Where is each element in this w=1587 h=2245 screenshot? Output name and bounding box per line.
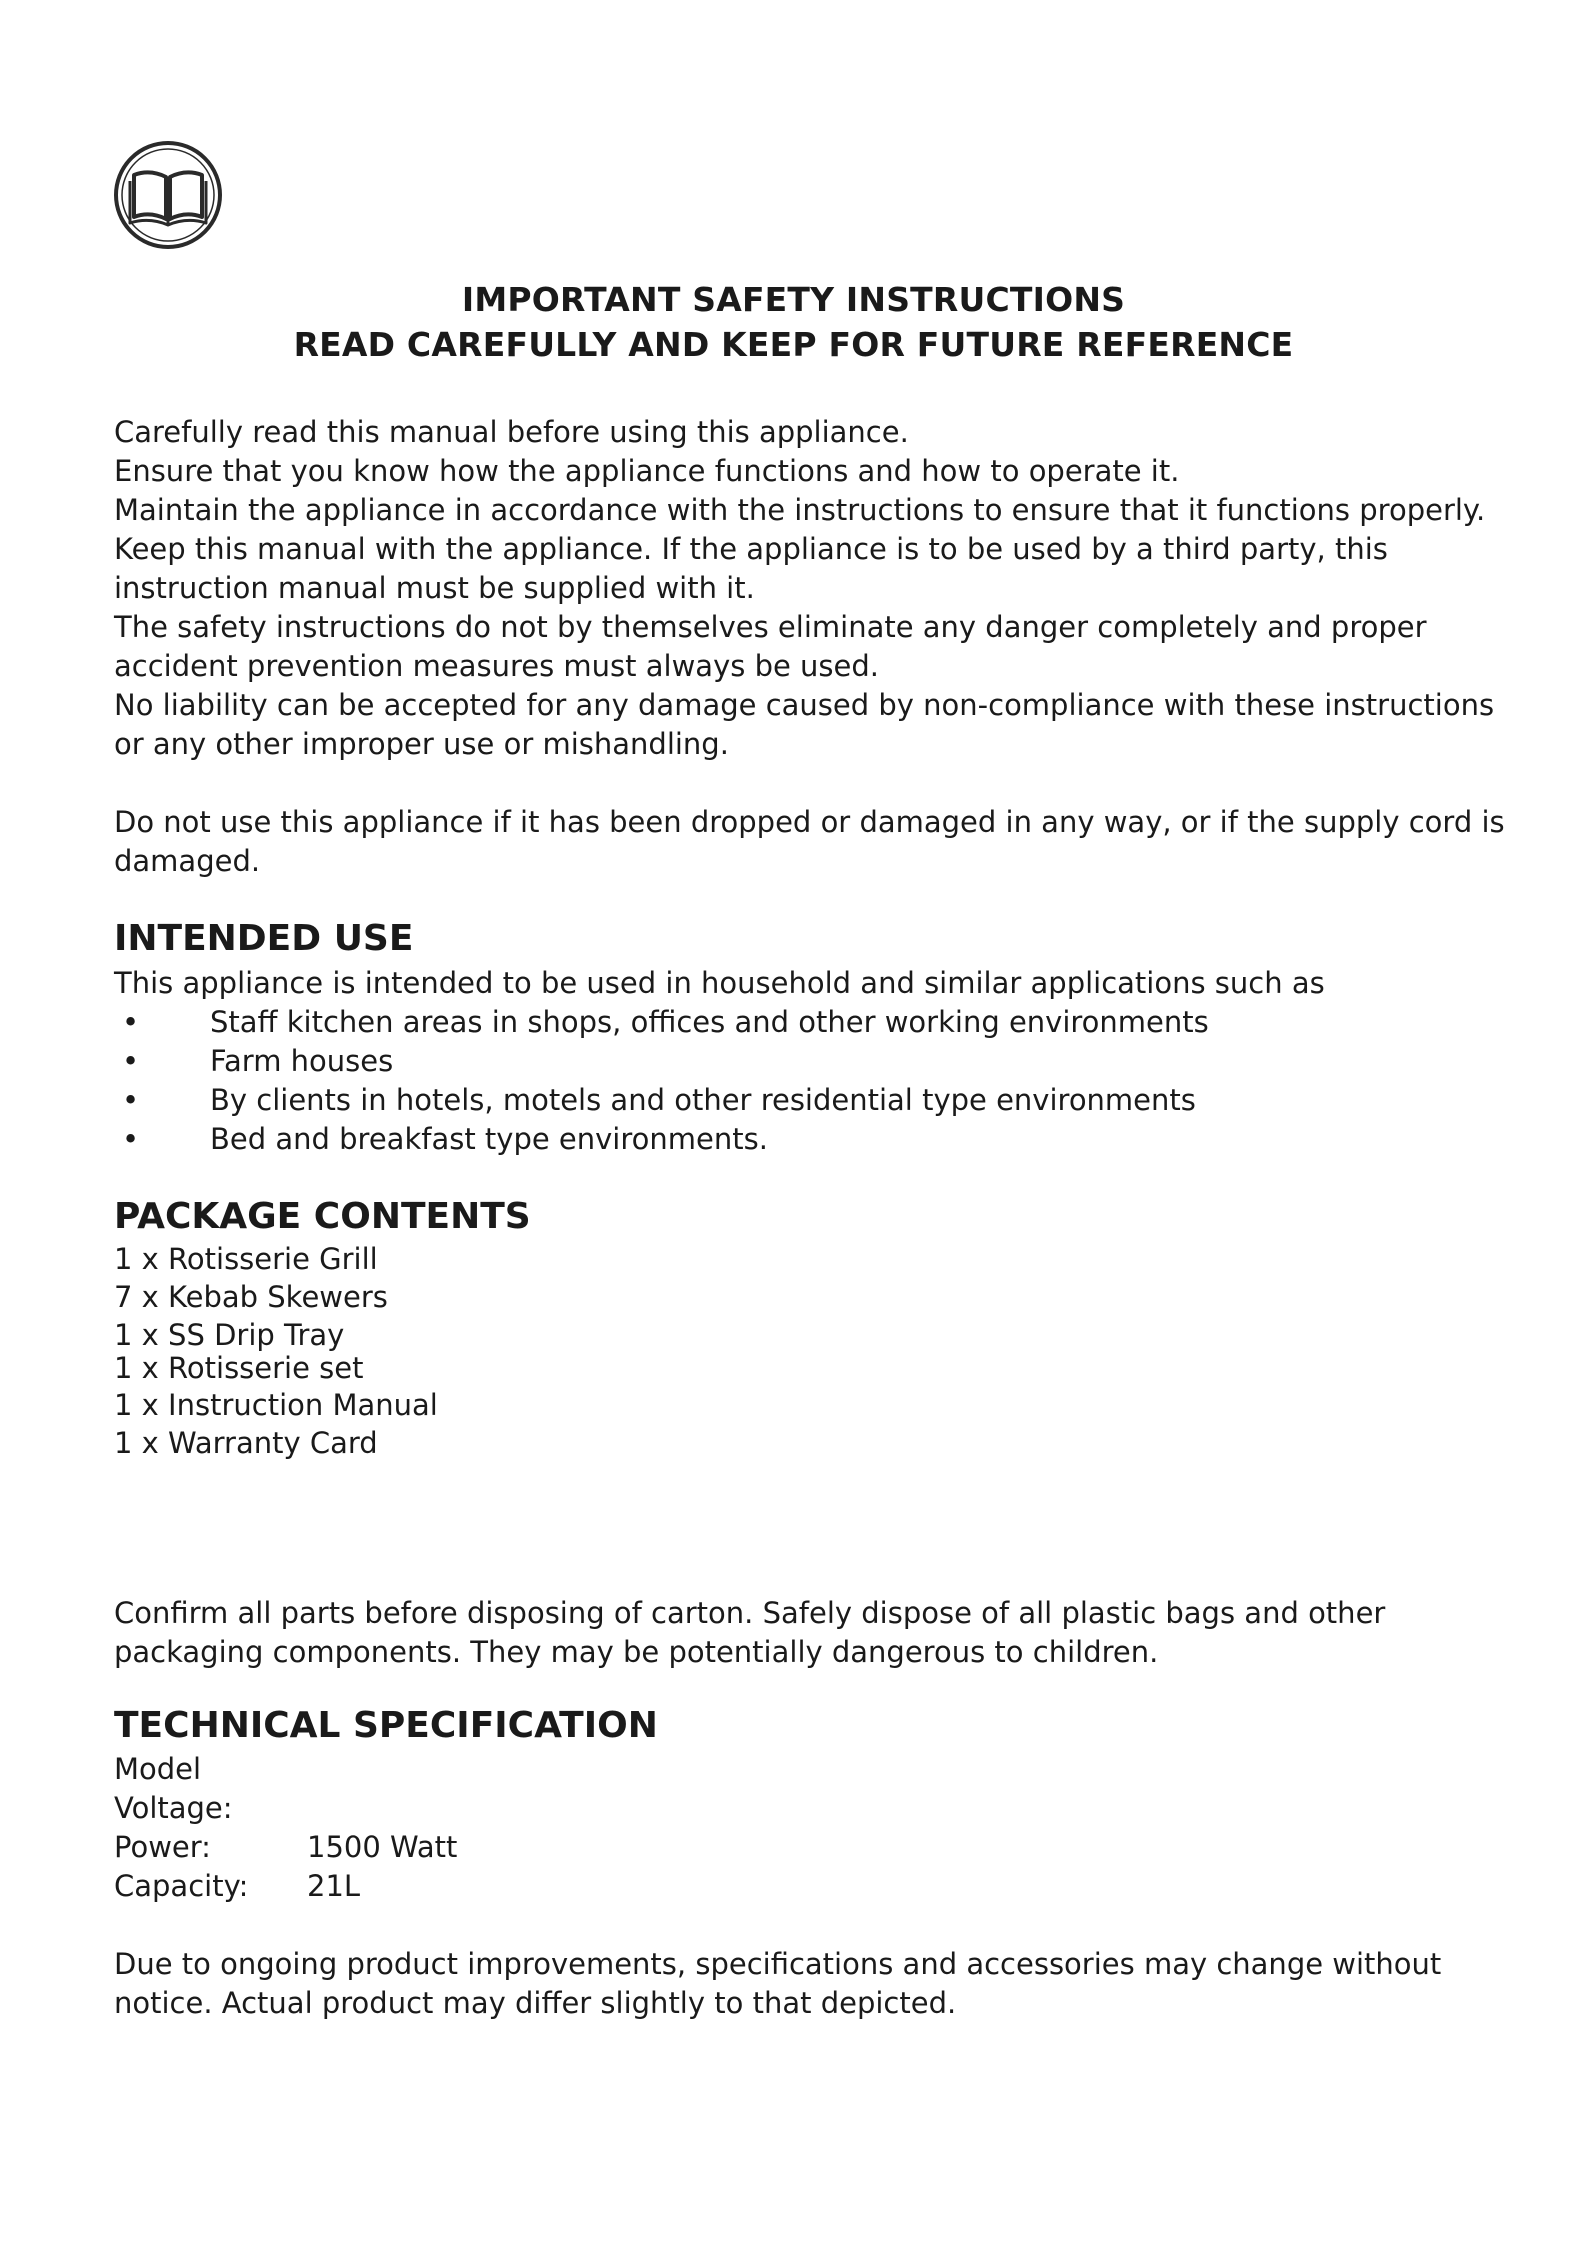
spec-row-model (114, 1750, 307, 1789)
disposal-note (114, 1594, 1514, 1672)
bullet: • (122, 1005, 140, 1039)
intended-use-lead (114, 964, 1514, 1003)
disposal-note-line: Confirm all parts before disposing of carton. Safely dispose of all plastic bags and other (114, 1596, 1386, 1630)
list-item: 7 x Kebab Skewers (114, 1280, 388, 1314)
list-item (114, 1042, 1514, 1081)
intended-use-heading: INTENDED USE (114, 918, 414, 959)
list-item: 1 x Instruction Manual (114, 1388, 438, 1422)
list-item: 1 x Rotisserie set (114, 1351, 364, 1385)
intro-line: No liability can be accepted for any damage caused by non-compliance with these instructions (114, 688, 1495, 722)
spec-row-capacity (114, 1867, 360, 1906)
improvements-note-line: Due to ongoing product improvements, specifications and accessories may change without (114, 1947, 1442, 1981)
bullet: • (122, 1044, 140, 1078)
list-item-text: Farm houses (210, 1044, 394, 1078)
intro-text (114, 413, 1514, 764)
bullet: • (122, 1122, 140, 1156)
intro-line: Carefully read this manual before using this appliance. (114, 415, 909, 449)
intro-line: Ensure that you know how the appliance functions and how to operate it. (114, 454, 1180, 488)
package-contents-heading: PACKAGE CONTENTS (114, 1196, 531, 1237)
list-item (114, 1120, 1514, 1159)
page-subtitle: READ CAREFULLY AND KEEP FOR FUTURE REFERENCE (293, 325, 1294, 364)
spec-row-voltage (114, 1789, 307, 1828)
intended-use-list (114, 1003, 1514, 1159)
damage-warning (114, 803, 1514, 881)
spec-row-power (114, 1828, 457, 1867)
intro-line: or any other improper use or mishandling. (114, 727, 729, 761)
intro-line: Keep this manual with the appliance. If the appliance is to be used by a third party, this (114, 532, 1388, 566)
intro-line: accident prevention measures must always be used. (114, 649, 879, 683)
list-item-text: By clients in hotels, motels and other residential type environments (210, 1083, 1196, 1117)
intro-line: Maintain the appliance in accordance with the instructions to ensure that it functions properly. (114, 493, 1486, 527)
open-book-icon (112, 139, 224, 251)
intro-line: instruction manual must be supplied with it. (114, 571, 755, 605)
improvements-note-line: notice. Actual product may differ slightly to that depicted. (114, 1986, 957, 2020)
intended-use-lead-text: This appliance is intended to be used in household and similar applications such as (114, 966, 1325, 1000)
list-item: 1 x Rotisserie Grill (114, 1242, 378, 1276)
spec-label: Voltage: (114, 1791, 233, 1825)
list-item (114, 1003, 1514, 1042)
spec-label: Capacity: (114, 1869, 249, 1903)
spec-label: Model (114, 1752, 202, 1786)
list-item-text: Staff kitchen areas in shops, offices and other working environments (210, 1005, 1209, 1039)
warning-line: damaged. (114, 844, 261, 878)
list-item (114, 1081, 1514, 1120)
bullet: • (122, 1083, 140, 1117)
list-item: 1 x SS Drip Tray (114, 1318, 345, 1352)
improvements-note (114, 1945, 1514, 2023)
page-title: IMPORTANT SAFETY INSTRUCTIONS (461, 280, 1126, 319)
spec-value: 1500 Watt (307, 1830, 458, 1864)
intro-line: The safety instructions do not by themselves eliminate any danger completely and proper (114, 610, 1427, 644)
technical-specification-heading: TECHNICAL SPECIFICATION (114, 1705, 658, 1746)
list-item: 1 x Warranty Card (114, 1426, 378, 1460)
spec-value: 21L (307, 1869, 361, 1903)
spec-label: Power: (114, 1830, 211, 1864)
warning-line: Do not use this appliance if it has been dropped or damaged in any way, or if the supply cord is (114, 805, 1505, 839)
disposal-note-line: packaging components. They may be potentially dangerous to children. (114, 1635, 1159, 1669)
list-item-text: Bed and breakfast type environments. (210, 1122, 768, 1156)
